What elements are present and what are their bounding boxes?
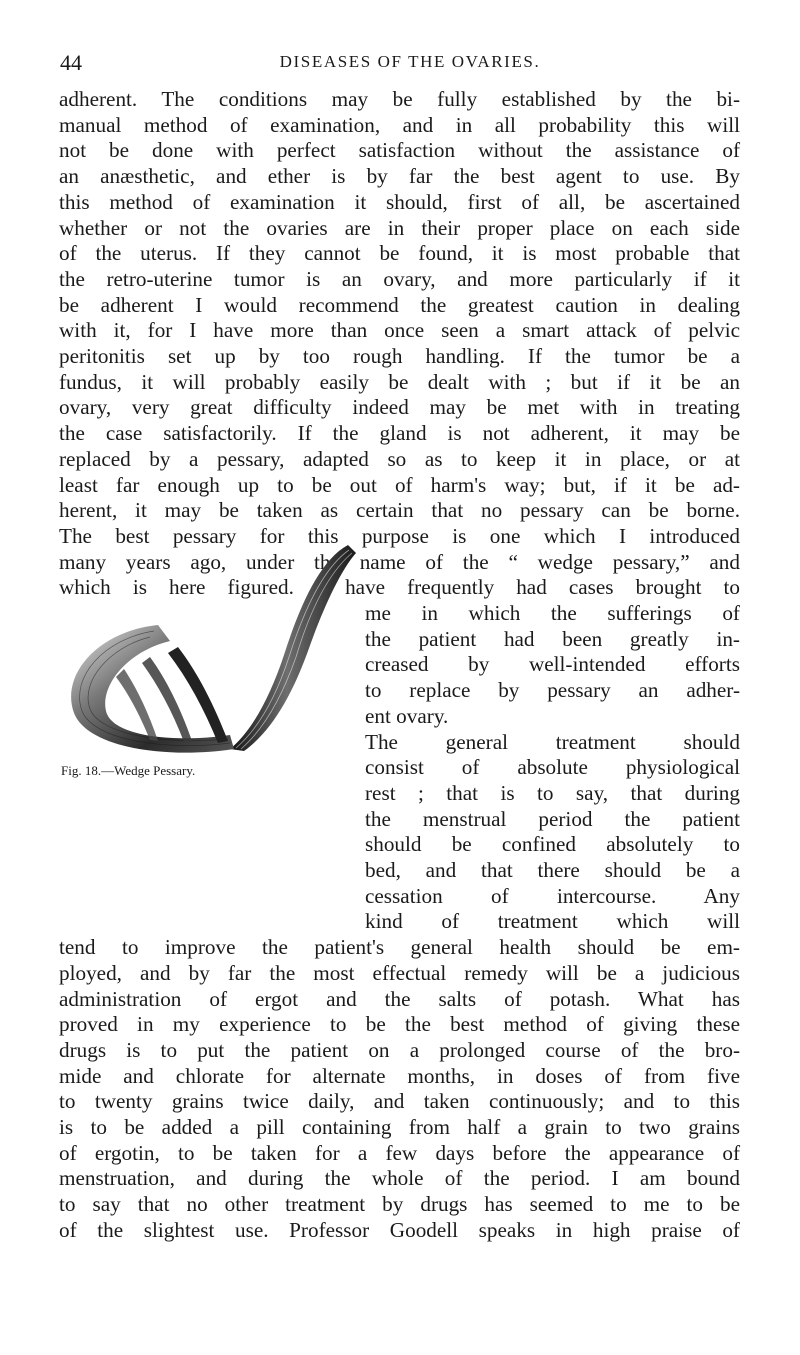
text-line: bed, and that there should be a — [365, 858, 740, 882]
text-line: drugs is to put the patient on a prolonged course of the bro- — [59, 1037, 740, 1062]
text-line: of the uterus. If they cannot be found, it is most probable that — [59, 241, 740, 266]
wedge-pessary-figure — [58, 545, 358, 777]
text-line: to replace by pessary an adher- — [365, 678, 740, 703]
text-line: administration of ergot and the salts of potash. What has — [59, 986, 740, 1011]
text-line: ployed, and by far the most effectual remedy will be a judicious — [59, 960, 740, 985]
text-line: of ergotin, to be taken for a few days before the appearance of — [59, 1140, 740, 1165]
text-line: rest ; that is to say, that during — [365, 780, 740, 805]
text-line: not be done with perfect satisfaction without the assistance of — [59, 138, 740, 163]
text-line: manual method of examination, and in all probability this will — [59, 112, 740, 137]
running-head: DISEASES OF THE OVARIES. — [279, 52, 541, 71]
text-line: many years ago, under the name of the “ wedge pessary,” and — [59, 549, 740, 574]
text-line: ent ovary. — [365, 703, 449, 728]
text-line: replaced by a pessary, adapted so as to keep it in place, or at — [59, 446, 740, 471]
text-line: kind of treatment which will — [365, 909, 740, 934]
text-line: herent, it may be taken as certain that no pessary can be borne. — [59, 498, 740, 523]
text-line: consist of absolute physiological — [365, 755, 740, 780]
text-line: The best pessary for this purpose is one which I introduced — [59, 523, 740, 548]
text-line: this method of examination it should, first of all, be ascertained — [59, 189, 740, 214]
text-line: of the slightest use. Professor Goodell speaks in high praise of — [59, 1217, 740, 1242]
text-line: the case satisfactorily. If the gland is not adherent, it may be — [59, 421, 740, 446]
text-line: be adherent I would recommend the greatest caution in dealing — [59, 292, 740, 317]
text-line: should be confined absolutely to — [365, 832, 740, 857]
text-line: with it, for I have more than once seen a smart attack of pelvic — [59, 318, 740, 343]
text-line: menstruation, and during the whole of the period. I am bound — [59, 1166, 740, 1191]
text-line: the retro-uterine tumor is an ovary, and more particularly if it — [59, 266, 740, 291]
text-line: to twenty grains twice daily, and taken continuously; and to this — [59, 1089, 740, 1114]
text-line: tend to improve the patient's general health should be em- — [59, 935, 740, 960]
text-line: mide and chlorate for alternate months, in doses of from five — [59, 1063, 740, 1088]
text-line: whether or not the ovaries are in their proper place on each side — [59, 215, 740, 240]
text-line: proved in my experience to be the best method of giving these — [59, 1012, 740, 1037]
text-line: peritonitis set up by too rough handling. If the tumor be a — [59, 344, 740, 368]
text-line: which is here figured. I have frequently had cases brought to — [59, 575, 740, 600]
text-line: an anæsthetic, and ether is by far the best agent to use. By — [59, 164, 740, 189]
text-line: The general treatment should — [365, 729, 740, 754]
text-line: ovary, very great difficulty indeed may be met with in treating — [59, 395, 740, 420]
text-line: fundus, it will probably easily be dealt with ; but if it be an — [59, 369, 740, 394]
text-line: the menstrual period the patient — [365, 806, 740, 831]
text-line: is to be added a pill containing from half a grain to two grains — [59, 1115, 740, 1139]
page-number: 44 — [60, 50, 82, 75]
text-line: cessation of intercourse. Any — [365, 883, 740, 908]
text-line: to say that no other treatment by drugs has seemed to me to be — [59, 1192, 740, 1217]
text-line: the patient had been greatly in- — [365, 626, 740, 651]
wedge-pessary-illustration — [58, 545, 358, 760]
text-line: me in which the sufferings of — [365, 601, 740, 625]
text-line: adherent. The conditions may be fully established by the bi- — [59, 87, 740, 111]
figure-caption: Fig. 18.—Wedge Pessary. — [61, 763, 196, 778]
text-line: creased by well-intended efforts — [365, 652, 740, 677]
page-header — [60, 50, 760, 80]
text-line: least far enough up to be out of harm's way; but, if it be ad- — [59, 472, 740, 497]
